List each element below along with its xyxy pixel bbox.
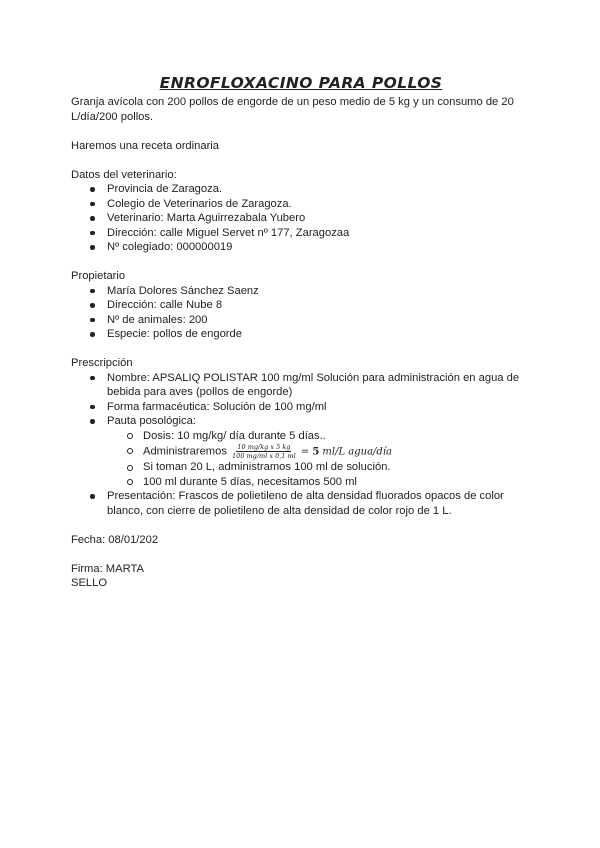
list-item: María Dolores Sánchez Saenz bbox=[71, 284, 531, 299]
pauta-label: Pauta posológica: bbox=[107, 415, 196, 427]
list-item-pauta bbox=[71, 414, 531, 489]
dose-formula-fraction bbox=[232, 443, 296, 460]
list-item-nombre: Nombre: APSALIQ POLISTAR 100 mg/ml Solución para administración en agua de bebida para aves (pollos de engorde) bbox=[71, 371, 531, 400]
propietario-list bbox=[71, 284, 531, 342]
pauta-sublist bbox=[107, 429, 531, 490]
list-item: Especie: pollos de engorde bbox=[71, 327, 531, 342]
formula-numerator: 10 mg/kg x 5 kg bbox=[237, 443, 291, 451]
list-item: Dirección: calle Miguel Servet nº 177, Zaragozaa bbox=[71, 226, 531, 241]
prescripcion-heading: Prescripción bbox=[71, 357, 133, 369]
formula-result-unit: ml/L agua/día bbox=[322, 446, 392, 458]
intro-text: Granja avícola con 200 pollos de engorde de un peso medio de 5 kg y un consumo de 20 L/día/200 pollos. bbox=[71, 96, 514, 123]
list-item: Dirección: calle Nube 8 bbox=[71, 298, 531, 313]
list-item: Colegio de Veterinarios de Zaragoza. bbox=[71, 197, 531, 212]
sublist-item-dosis: Dosis: 10 mg/kg/ día durante 5 días.. bbox=[107, 429, 531, 444]
receta-text: Haremos una receta ordinaria bbox=[71, 139, 219, 152]
admin-label: Administraremos bbox=[143, 445, 227, 458]
firma-text: Firma: MARTA bbox=[71, 562, 144, 575]
list-item: Provincia de Zaragoza. bbox=[71, 182, 531, 197]
list-item: Nº colegiado: 000000019 bbox=[71, 240, 531, 255]
list-item-forma: Forma farmacéutica: Solución de 100 mg/ml bbox=[71, 400, 531, 415]
list-item-presentacion: Presentación: Frascos de polietileno de alta densidad fluorados opacos de color blanco, con cierre de polietileno de alta densidad de color rojo de 1 L. bbox=[71, 489, 531, 518]
list-item: Veterinario: Marta Aguirrezabala Yubero bbox=[71, 211, 531, 226]
veterinario-list bbox=[71, 182, 531, 255]
document-page bbox=[71, 72, 531, 591]
sublist-item-cien-ml: 100 ml durante 5 días, necesitamos 500 ml bbox=[107, 475, 531, 490]
propietario-heading: Propietario bbox=[71, 270, 126, 282]
list-item: Nº de animales: 200 bbox=[71, 313, 531, 328]
veterinario-heading: Datos del veterinario: bbox=[71, 168, 177, 181]
sello-text: SELLO bbox=[71, 577, 108, 590]
sublist-item-administraremos bbox=[107, 443, 531, 460]
formula-denominator: 100 mg/ml x 0,1 ml bbox=[232, 452, 296, 460]
formula-result-value: 5 bbox=[312, 446, 320, 458]
sublist-item-si-toman: Si toman 20 L, administramos 100 ml de solución. bbox=[107, 460, 531, 475]
prescripcion-list bbox=[71, 371, 531, 519]
formula-equals: = bbox=[300, 446, 310, 458]
document-title: ENROFLOXACINO PARA POLLOS bbox=[159, 74, 443, 92]
fecha-text: Fecha: 08/01/202 bbox=[71, 533, 159, 546]
